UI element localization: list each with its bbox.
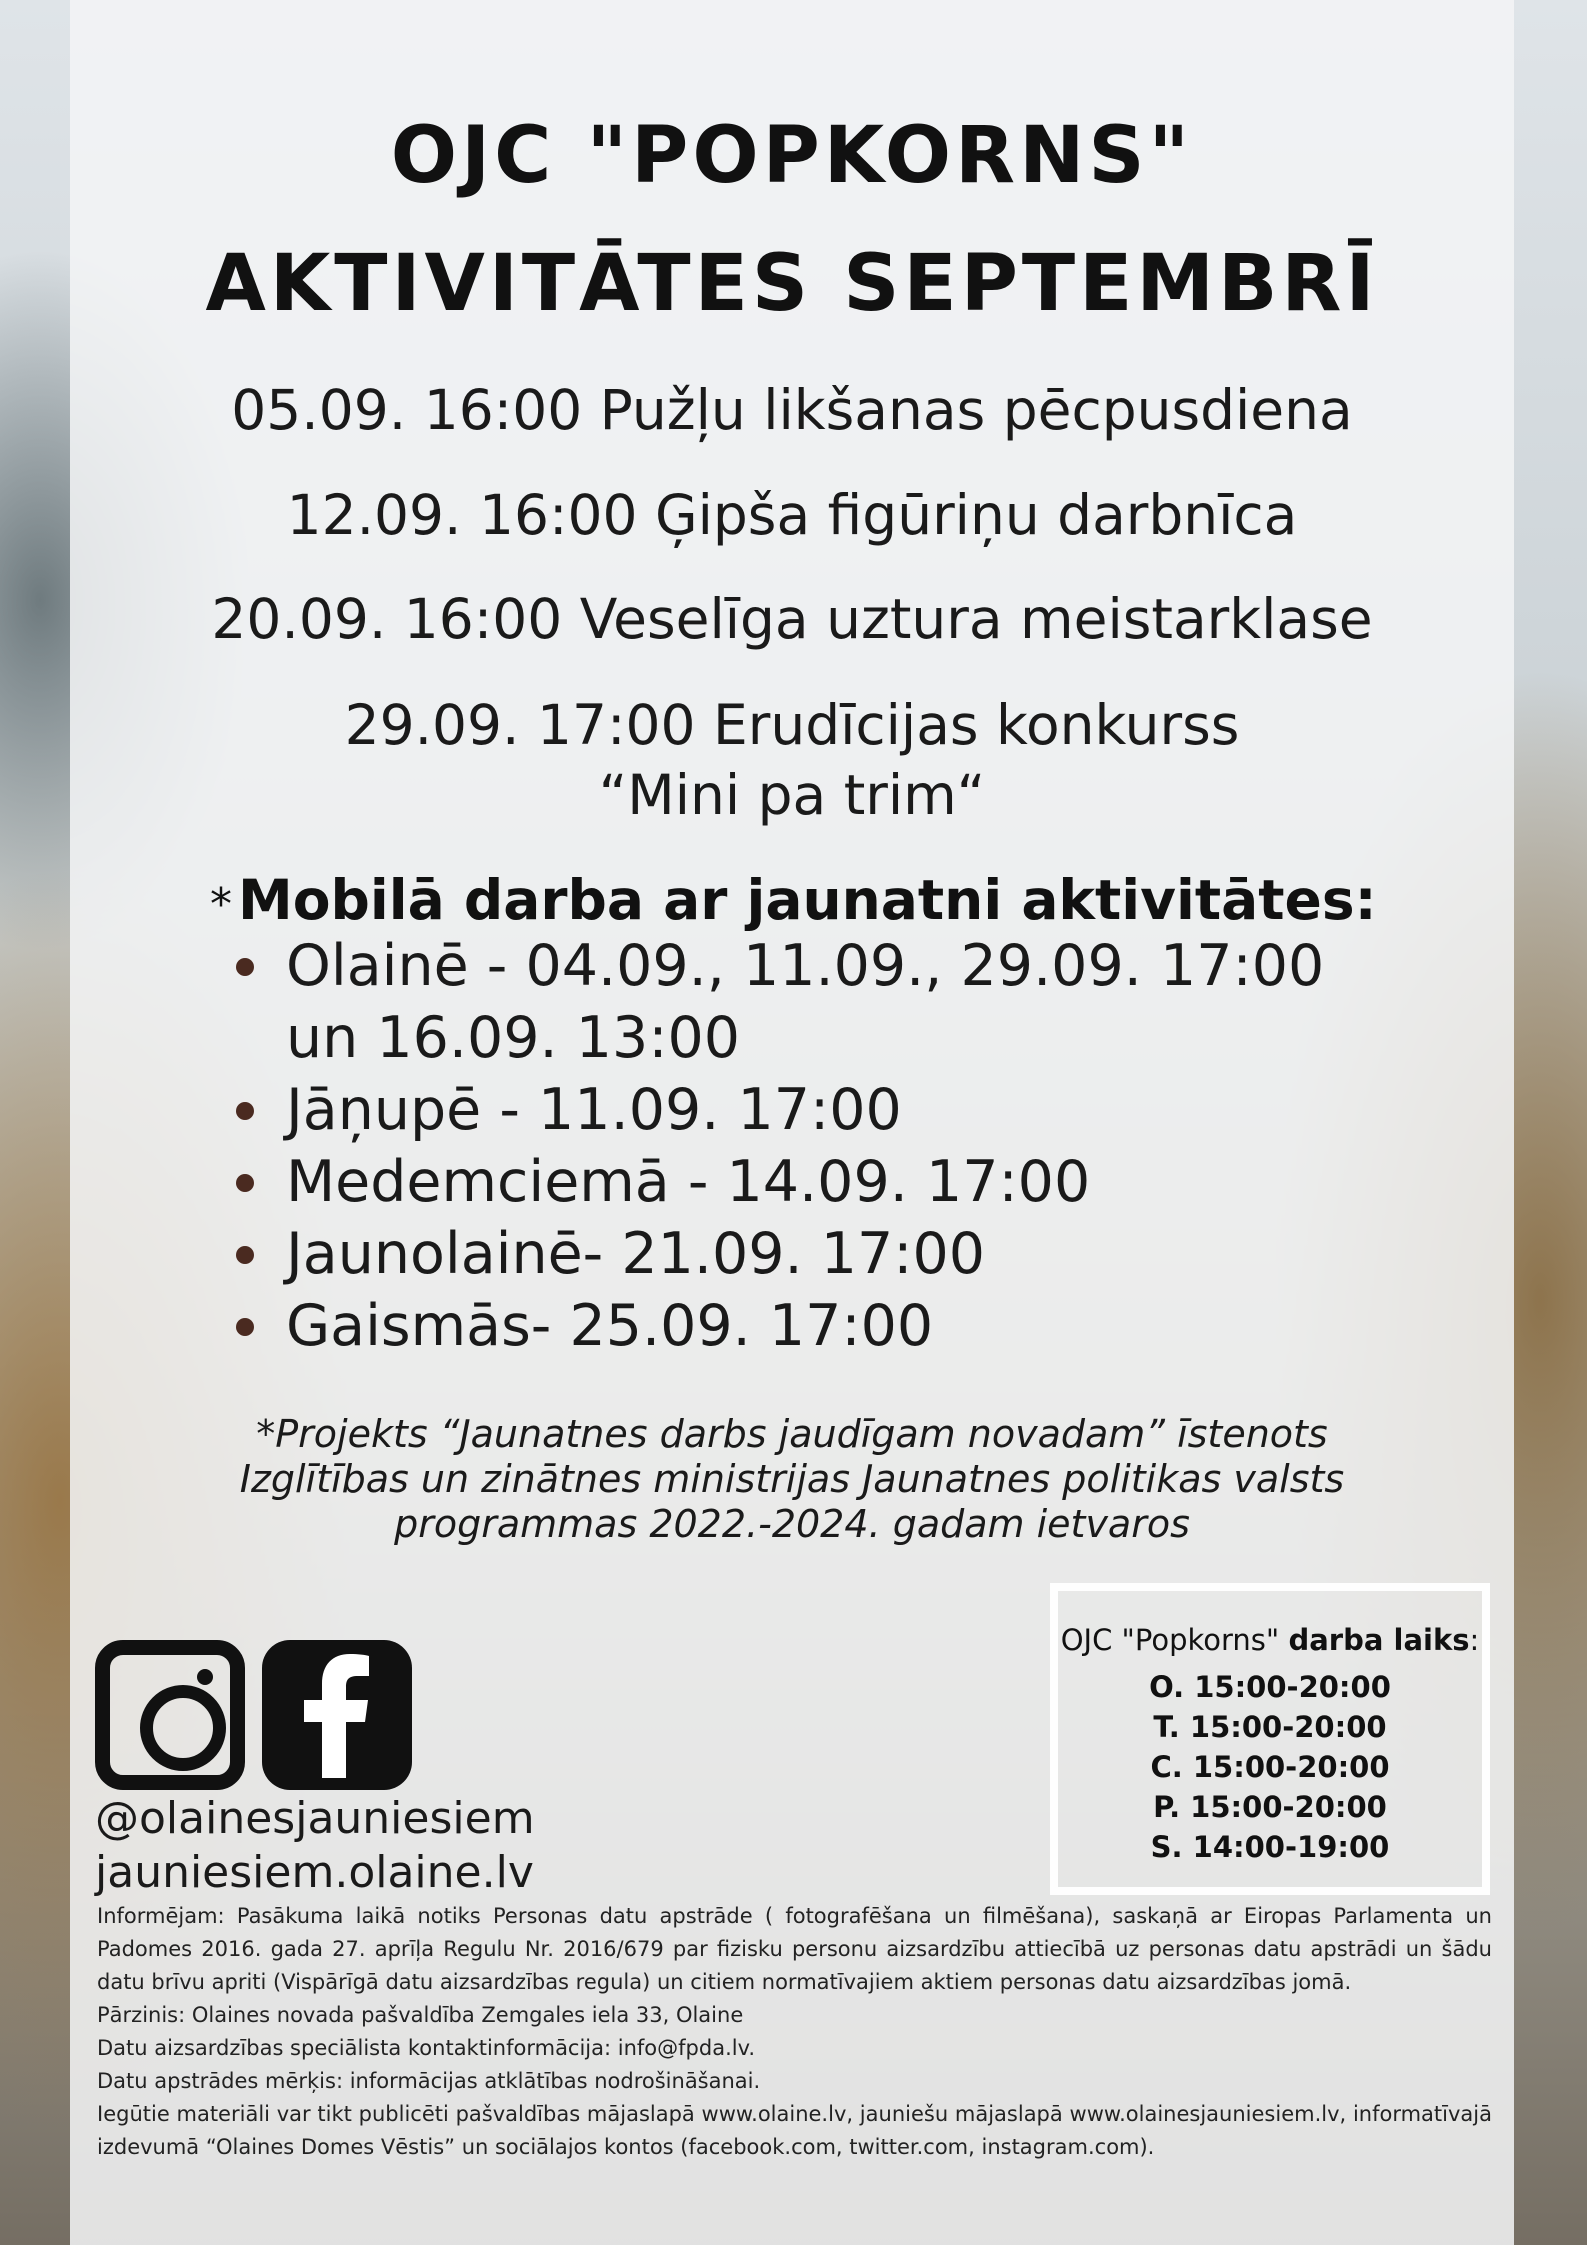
- website-link[interactable]: jauniesiem.olaine.lv: [95, 1847, 534, 1898]
- notice-paragraph: Datu apstrādes mērķis: informācijas atklātības nodrošināšanai.: [97, 2069, 761, 2093]
- facebook-glyph: [262, 1640, 412, 1790]
- event-item: 29.09. 17:00 Erudīcijas konkurss: [344, 693, 1240, 757]
- list-item-text: Olainē - 04.09., 11.09., 29.09. 17:00: [286, 933, 1325, 999]
- opening-hours-heading: [1058, 1623, 1482, 1657]
- list-item-text: Gaismās- 25.09. 17:00: [286, 1293, 934, 1359]
- facebook-icon[interactable]: [262, 1640, 412, 1790]
- instagram-icon[interactable]: [95, 1640, 245, 1790]
- event-item: 12.09. 16:00 Ģipša figūriņu darbnīca: [286, 483, 1298, 547]
- project-note-line: programmas 2022.-2024. gadam ietvaros: [394, 1502, 1190, 1546]
- hours-row: C. 15:00-20:00: [1150, 1750, 1390, 1784]
- bullet-icon: [236, 1102, 254, 1120]
- hours-colon: :: [1469, 1623, 1480, 1657]
- hours-row: T. 15:00-20:00: [1153, 1710, 1387, 1744]
- notice-paragraph: Informējam: Pasākuma laikā notiks Personas datu apstrāde ( fotografēšana un filmēšana), saskaņā ar Eiropas Parlamenta un Padomes 2016. gada 27. aprīļa Regulu Nr. 2016/679 par fizisku personu aizsardzību attiecībā uz personas datu apstrādi un šādu datu brīvu apriti (Vispārīgā datu aizsardzības regula) un citiem normatīvajiem aktiem personas datu aizsardzības jomā.: [97, 1904, 1492, 1994]
- project-note-line: *Projekts “Jaunatnes darbs jaudīgam novadam” īstenots: [256, 1412, 1328, 1456]
- page-title-line-1: OJC "POPKORNS": [390, 111, 1194, 201]
- list-item: [230, 1218, 1380, 1290]
- list-item-text: Medemciemā - 14.09. 17:00: [286, 1149, 1091, 1215]
- list-item: [230, 1290, 1380, 1362]
- hours-row: S. 14:00-19:00: [1150, 1830, 1390, 1864]
- instagram-dot: [197, 1669, 213, 1685]
- bullet-icon: [236, 1174, 254, 1192]
- project-note: [170, 1412, 1414, 1547]
- event-item: 20.09. 16:00 Veselīga uztura meistarklase: [211, 587, 1373, 651]
- opening-hours-box: [1050, 1583, 1490, 1895]
- bullet-icon: [236, 1246, 254, 1264]
- hours-row: P. 15:00-20:00: [1153, 1790, 1387, 1824]
- list-item: [230, 1074, 1380, 1146]
- list-item-text: Jāņupē - 11.09. 17:00: [286, 1077, 902, 1143]
- notice-paragraph: Datu aizsardzības speciālista kontaktinformācija: info@fpda.lv.: [97, 2036, 756, 2060]
- center-name: OJC "Popkorns": [1060, 1623, 1280, 1657]
- event-item-continuation: “Mini pa trim“: [598, 763, 986, 827]
- project-note-line: Izglītības un zinātnes ministrijas Jaunatnes politikas valsts: [239, 1457, 1345, 1501]
- list-item: [230, 1146, 1380, 1218]
- instagram-lens: [140, 1685, 226, 1771]
- hours-row: O. 15:00-20:00: [1149, 1670, 1391, 1704]
- bullet-icon: [236, 958, 254, 976]
- hours-label: darba laiks: [1288, 1623, 1470, 1657]
- data-processing-notice: [97, 1900, 1492, 2164]
- list-item-text-continuation: un 16.09. 13:00: [286, 1005, 741, 1071]
- event-item: 05.09. 16:00 Pužļu likšanas pēcpusdiena: [231, 378, 1353, 442]
- notice-paragraph: Pārzinis: Olaines novada pašvaldība Zemgales iela 33, Olaine: [97, 2003, 744, 2027]
- asterisk-marker: *: [210, 879, 232, 930]
- list-item-text: Jaunolainē- 21.09. 17:00: [286, 1221, 986, 1287]
- mobile-heading-text: Mobilā darba ar jaunatni aktivitātes:: [238, 868, 1377, 932]
- social-handle[interactable]: @olainesjauniesiem: [95, 1793, 535, 1844]
- bullet-icon: [236, 1318, 254, 1336]
- notice-paragraph: Iegūtie materiāli var tikt publicēti pašvaldības mājaslapā www.olaine.lv, jauniešu mājaslapā www.olainesjauniesiem.lv, informatīvajā izdevumā “Olaines Domes Vēstis” un sociālajos kontos (facebook.com, twitter.com, instagram.com).: [97, 2102, 1492, 2159]
- page-title-line-2: AKTIVITĀTES SEPTEMBRĪ: [205, 239, 1379, 329]
- list-item: [230, 930, 1380, 1074]
- mobile-activities-list: [230, 930, 1380, 1362]
